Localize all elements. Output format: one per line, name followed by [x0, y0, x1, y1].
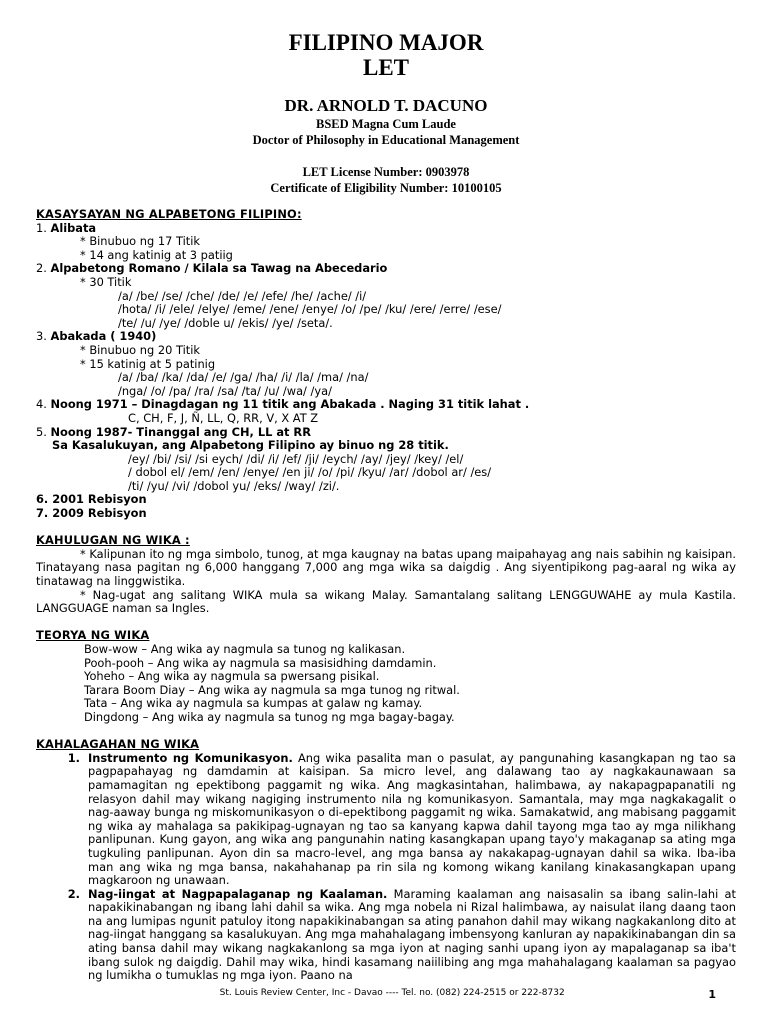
document-title-line1: FILIPINO MAJOR [288, 30, 484, 55]
section-spacer [36, 616, 736, 630]
alpabeto-item-5-detail-a: /ey/ /bi/ /si/ /si eych/ /di/ /i/ /ef/ /ji/ /eych/ /ay/ /jey/ /key/ /el/ [128, 451, 464, 466]
teorya-item-yoheho: Yoheho – Ang wika ay nagmula sa pwersang pisikal. [84, 669, 380, 684]
teorya-item-tarara-boom-diay: Tarara Boom Diay – Ang wika ay nagmula sa mga tunog ng ritwal. [84, 682, 460, 697]
item-title: Noong 1971 – Dinagdagan ng 11 titik ang Abakada . Naging 31 titik lahat . [50, 397, 530, 412]
alpabeto-item-3-detail-a: * Binubuo ng 20 Titik [80, 342, 200, 357]
alpabeto-item-1-detail-b: * 14 ang katinig at 3 patiig [80, 247, 233, 262]
item-number: 5. [36, 424, 47, 439]
alpabeto-item-2-detail-d: /te/ /u/ /ye/ /doble u/ /ekis/ /ye/ /seta/. [118, 315, 333, 330]
license-number: LET License Number: 0903978 [302, 165, 470, 179]
footer-text: St. Louis Review Center, Inc - Davao ---- Tel. no. (082) 224-2515 or 222-8732 [219, 988, 565, 998]
teorya-item-pooh-pooh: Pooh-pooh – Ang wika ay nagmula sa masisidhing damdamin. [84, 655, 437, 670]
item-title: Nag-iingat at Nagpapalaganap ng Kaalaman. [88, 886, 388, 901]
kahalagahan-item-1 [36, 752, 736, 888]
author-credential-1: BSED Magna Cum Laude [316, 117, 456, 131]
kahulugan-paragraph-2: * Nag-ugat ang salitang WIKA mula sa wikang Malay. Samantalang salitang LENGGUWAHE ay mula Kastila. LANGGUAGE naman sa Ingles. [36, 587, 736, 616]
item-text: Maraming kaalaman ang naisasalin sa ibang salin-lahi at napakikinabangan ng ibang lahi dahil sa wika. Ang mga nobela ni Rizal halimbawa, ay naisulat ilang daang taon na ang lumipas ngunit patuloy itong napakikinabangan sa ating panahon dahil may wikang nagkakanlong dito at nag-iingat hanggang sa kasalukuyan. Ang mga mahahalagang imbensyong kanluran ay napakikinabangan din sa ating bansa dahil may wikang nagkakanlong sa mga iyon at naging sanhi upang iyon ay mapalaganap sa iba't ibang sulok ng daigdig. Dahil may wika, hindi kasamang naiilibing ang mga mahahalagang kaalaman sa pagyao ng lumikha o tumuklas ng mga iyon. Paano na [88, 886, 737, 983]
item-body [88, 752, 736, 888]
item-title: Abakada ( 1940) [50, 329, 157, 344]
section-spacer [36, 521, 736, 535]
section-heading-kahalagahan: KAHALAGAHAN NG WIKA [36, 737, 200, 752]
page-number: 1 [708, 988, 716, 1001]
kahulugan-paragraph-1: * Kalipunan ito ng mga simbolo, tunog, at mga kaugnay na batas upang maipahayag ang nais sabihin ng kaisipan. Tinatayang nasa pagitan ng 6,000 hanggang 7,000 ang mga wika sa daigdig . Ang siyentipikong pag-aaral ng wika ay tinatawag na linggwistika. [36, 546, 736, 589]
alpabeto-item-6: 6. 2001 Rebisyon [36, 492, 147, 507]
document-header [36, 30, 736, 196]
alpabeto-item-7: 7. 2009 Rebisyon [36, 506, 147, 521]
item-number: 2. [36, 261, 47, 276]
alpabeto-item-2-detail-c: /hota/ /i/ /ele/ /elye/ /eme/ /ene/ /enye/ /o/ /pe/ /ku/ /ere/ /erre/ /ese/ [118, 302, 502, 317]
item-body [88, 888, 736, 983]
alpabeto-item-2 [36, 262, 736, 276]
alpabeto-item-5 [36, 426, 736, 440]
alpabeto-item-5-detail-c: /ti/ /yu/ /vi/ /dobol yu/ /eks/ /way/ /zi/. [128, 478, 340, 493]
alpabeto-item-5-detail-b: / dobol el/ /em/ /en/ /enye/ /en ji/ /o/ /pi/ /kyu/ /ar/ /dobol ar/ /es/ [128, 465, 492, 480]
alpabeto-item-2-detail-b: /a/ /be/ /se/ /che/ /de/ /e/ /efe/ /he/ /ache/ /i/ [118, 288, 367, 303]
section-heading-alpabeto: KASAYSAYAN NG ALPABETONG FILIPINO: [36, 207, 302, 221]
item-number: 4. [36, 397, 47, 412]
document-body [36, 208, 736, 983]
item-number: 1. [67, 750, 80, 765]
alpabeto-item-3-detail-b: * 15 katinig at 5 patinig [80, 356, 216, 371]
alpabeto-item-4-detail-a: C, CH, F, J, Ñ, LL, Q, RR, V, X AT Z [128, 410, 319, 425]
alpabeto-item-3 [36, 330, 736, 344]
teorya-item-bow-wow: Bow-wow – Ang wika ay nagmula sa tunog ng kalikasan. [84, 642, 406, 656]
item-title: Alibata [50, 220, 97, 235]
alpabeto-item-1 [36, 222, 736, 236]
author-name: DR. ARNOLD T. DACUNO [284, 96, 488, 115]
item-number: 2. [67, 886, 80, 901]
teorya-item-dingdong: Dingdong – Ang wika ay nagmula sa tunog ng mga bagay-bagay. [84, 709, 455, 724]
section-heading-teorya: TEORYA NG WIKA [36, 628, 150, 643]
item-title: Instrumento ng Komunikasyon. [88, 750, 293, 765]
alpabeto-item-4 [36, 398, 736, 412]
item-title: Alpabetong Romano / Kilala sa Tawag na Abecedario [50, 261, 388, 276]
teorya-item-tata: Tata – Ang wika ay nagmula sa kumpas at galaw ng kamay. [84, 696, 423, 711]
kahalagahan-item-2 [36, 888, 736, 983]
certificate-number: Certificate of Eligibility Number: 10100105 [270, 181, 502, 195]
alpabeto-item-3-detail-d: /nga/ /o/ /pa/ /ra/ /sa/ /ta/ /u/ /wa/ /ya/ [118, 383, 332, 398]
alpabeto-item-3-detail-c: /a/ /ba/ /ka/ /da/ /e/ /ga/ /ha/ /i/ /la/ /ma/ /na/ [118, 370, 369, 385]
alpabeto-item-1-detail-a: * Binubuo ng 17 Titik [80, 234, 200, 249]
item-title: Noong 1987- Tinanggal ang CH, LL at RR [50, 424, 311, 439]
item-text: Ang wika pasalita man o pasulat, ay pangunahing kasangkapan ng tao sa pagpapahayag ng damdamin at kaisipan. Sa micro level, ang dalawang tao ay nagkakaunawaan sa pamamagitan ng epektibong paggamit ng wika. Ang magkasintahan, halimbawa, ay nakapagpapanatili ng relasyon dahil may wikang nagiging instrumento nila ng komunikasyon. Samantala, may mga nagkakagalit o nag-aaway bunga ng miskomunikasyon o di-epektibong paggamit ng wika. Samakatwid, ang mabisang paggamit ng wika ay mahalaga sa pakikipag-ugnayan ng tao sa kanyang kapwa dahil tayong mga tao ay mga nilikhang panlipunan. Kung gayon, ang wika ang pangunahin nating kasangkapan upang tayo'y makaganap sa ating mga tugkuling panlipunan. Ayon din sa macro-level, ang mga bansa ay nakakapag-ugnayan dahil sa wika. Iba-iba man ang wika ng mga bansa, nakahahanap pa rin sila ng komong wikang kanilang kinakasangkapan upang magkaroon ng unawaan. [88, 750, 736, 888]
kahalagahan-list [36, 752, 736, 983]
alpabeto-item-2-detail-a: * 30 Titik [80, 274, 132, 289]
item-number: 3. [36, 329, 47, 344]
page-footer [36, 988, 736, 1001]
section-spacer [36, 725, 736, 739]
item-number: 1. [36, 220, 47, 235]
author-credential-2: Doctor of Philosophy in Educational Management [252, 133, 520, 147]
section-heading-kahulugan: KAHULUGAN NG WIKA : [36, 533, 190, 548]
alpabeto-item-5-subtitle: Sa Kasalukuyan, ang Alpabetong Filipino ay binuo ng 28 titik. [52, 438, 449, 453]
document-title-line2: LET [362, 55, 410, 80]
